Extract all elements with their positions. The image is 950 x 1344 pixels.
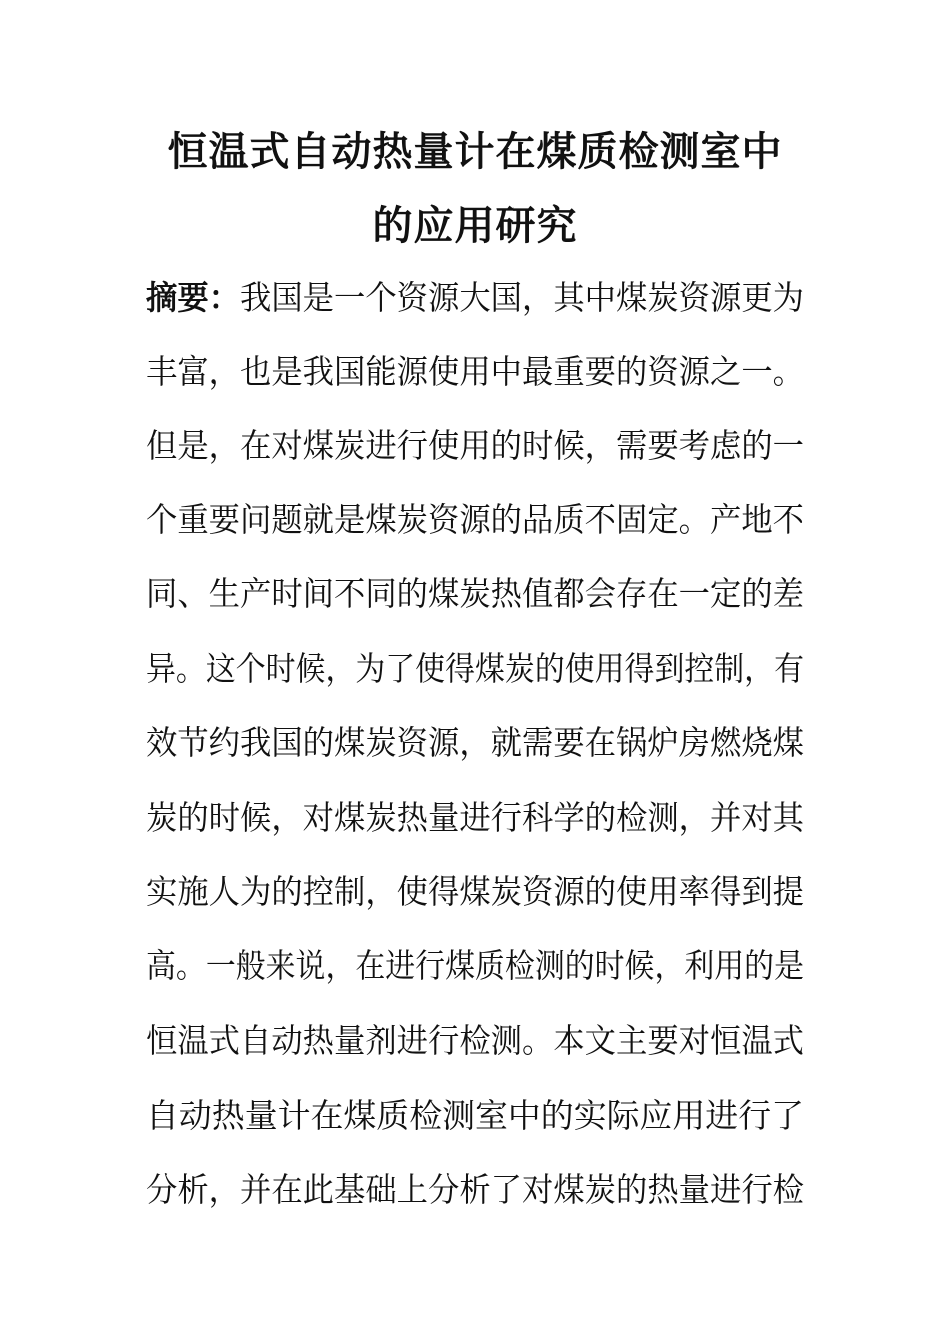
abstract-label: 摘要： [146,278,240,317]
abstract-line-10: 高。一般来说，在进行煤质检测的时候，利用的是 [146,946,804,985]
abstract-line-13: 分析，并在此基础上分析了对煤炭的热量进行检 [146,1170,804,1209]
abstract-line-2: 丰富，也是我国能源使用中最重要的资源之一。 [146,352,804,391]
abstract-line-4: 个重要问题就是煤炭资源的品质不固定。产地不 [146,500,804,539]
abstract-line-8: 炭的时候，对煤炭热量进行科学的检测，并对其 [146,798,804,837]
abstract-line-6: 异。这个时候，为了使得煤炭的使用得到控制，有 [146,649,804,688]
abstract-text: 我国是一个资源大国，其中煤炭资源更为 [240,278,804,317]
abstract-line-5: 同、生产时间不同的煤炭热值都会存在一定的差 [146,574,804,613]
abstract-line-3: 但是，在对煤炭进行使用的时候，需要考虑的一 [146,426,804,465]
abstract-line-9: 实施人为的控制，使得煤炭资源的使用率得到提 [146,872,804,911]
title-line-1: 恒温式自动热量计在煤质检测室中 [167,128,783,175]
abstract-line-12: 自动热量计在煤质检测室中的实际应用进行了 [146,1096,804,1135]
abstract-line-7: 效节约我国的煤炭资源，就需要在锅炉房燃烧煤 [146,723,804,762]
abstract-line-1 [146,278,804,318]
title-line-2: 的应用研究 [372,202,578,249]
abstract-line-11: 恒温式自动热量剂进行检测。本文主要对恒温式 [146,1021,804,1060]
